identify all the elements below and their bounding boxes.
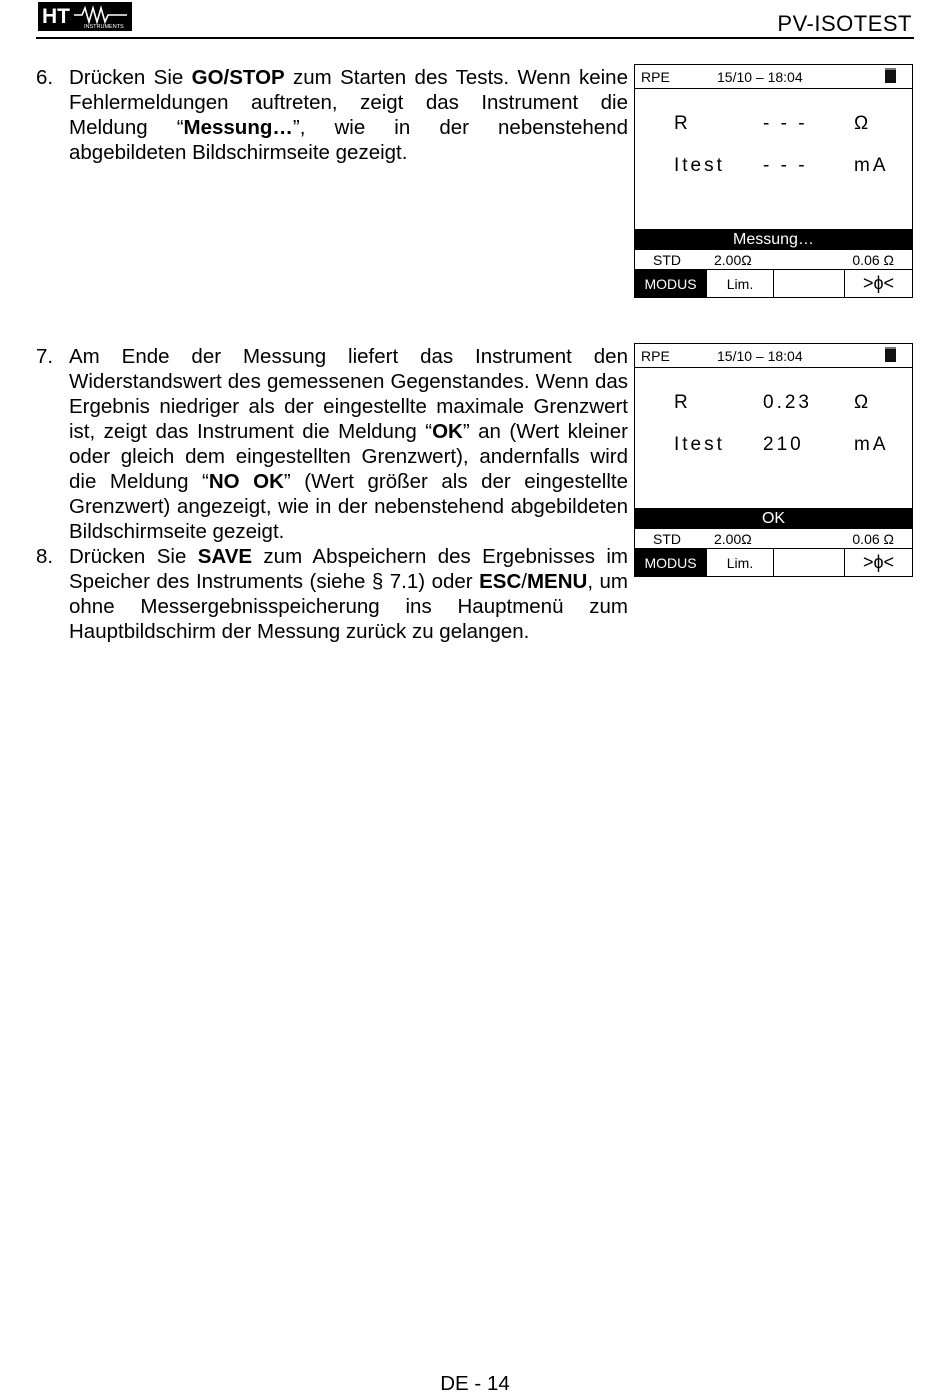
step-text [69, 65, 628, 165]
reading-value: 0.23 [763, 392, 812, 413]
step-7 [36, 344, 628, 544]
text-run: Drücken Sie [69, 66, 192, 89]
limit-info-row [635, 250, 912, 270]
reading-value: - - - [763, 155, 808, 176]
step-number: 7. [36, 345, 54, 368]
header-divider [36, 37, 914, 39]
text-run: ” (Wert größer als der eingestellte Grenzwert) angezeigt, wie in der nebenstehend abgebildeten Bildschirmseite gezeigt. [69, 470, 628, 543]
reading-label: Itest [674, 155, 725, 176]
step-text [69, 544, 628, 644]
limit-info-row [635, 529, 912, 549]
screen-header [635, 65, 912, 89]
status-message: OK [635, 508, 912, 529]
reading-label: Itest [674, 434, 725, 455]
ht-instruments-logo [38, 2, 132, 31]
bold-keyword: GO/STOP [191, 66, 285, 89]
screen-body [635, 89, 912, 250]
bold-keyword: NO OK [208, 470, 284, 493]
text-run: / [521, 570, 527, 593]
bold-keyword: Messung… [183, 116, 293, 139]
screen-body [635, 368, 912, 529]
logo-text: HT [42, 5, 70, 28]
calibration-value: 0.06 Ω [852, 252, 894, 268]
step-number: 8. [36, 545, 54, 568]
softkey-bar [635, 549, 912, 576]
instrument-screen-result [634, 343, 913, 577]
softkey-empty[interactable] [774, 549, 845, 576]
document-title: PV-ISOTEST [777, 11, 912, 36]
softkey-modus[interactable]: MODUS [635, 270, 707, 297]
reading-unit: Ω [854, 113, 872, 134]
text-run: Drücken Sie [69, 545, 198, 568]
screen-mode: RPE [641, 69, 670, 85]
reading-label: R [674, 113, 691, 134]
status-message: Messung… [635, 229, 912, 250]
softkey-empty[interactable] [774, 270, 845, 297]
text-run: , um ohne Messergebnisspeicherung ins Hauptmenü zum Hauptbildschirm der Messung zurück zu gelangen. [69, 570, 628, 643]
screen-datetime: 15/10 – 18:04 [717, 348, 803, 364]
page-number: DE - 14 [440, 1372, 510, 1395]
text-run: zum Abspeichern des Ergebnisses im Speicher des Instruments (siehe § 7.1) oder [69, 545, 629, 593]
logo-subtext: INSTRUMENTS [84, 24, 124, 30]
battery-icon [885, 347, 896, 362]
bold-keyword: MENU [526, 570, 588, 593]
bold-keyword: OK [432, 420, 463, 443]
text-run: zum Starten des Tests. Wenn keine Fehlermeldungen auftreten, zeigt das Instrument die Meldung “ [69, 66, 628, 139]
screen-header [635, 344, 912, 368]
step-6 [36, 65, 628, 165]
instrument-screen-measuring [634, 64, 913, 298]
softkey-calibration[interactable]: >ϕ< [862, 552, 895, 572]
softkey-calibration[interactable]: >ϕ< [862, 273, 895, 293]
bold-keyword: SAVE [197, 545, 253, 568]
text-run: ”, wie in der nebenstehend abgebildeten Bildschirmseite gezeigt. [69, 116, 628, 164]
step-text [69, 344, 628, 544]
step-8 [36, 544, 628, 644]
step-number: 6. [36, 66, 54, 89]
reading-unit: mA [854, 434, 889, 455]
softkey-bar [635, 270, 912, 297]
reading-value: - - - [763, 113, 808, 134]
bold-keyword: ESC [479, 570, 522, 593]
limit-value: 2.00Ω [714, 252, 752, 268]
screen-mode: RPE [641, 348, 670, 364]
softkey-modus[interactable]: MODUS [635, 549, 707, 576]
softkey-lim[interactable]: Lim. [707, 270, 774, 297]
standard-label: STD [653, 252, 681, 268]
calibration-value: 0.06 Ω [852, 531, 894, 547]
text-run: ” an (Wert kleiner oder gleich dem eingestellten Grenzwert), andernfalls wird die Meldung “ [69, 420, 628, 493]
reading-value: 210 [763, 434, 804, 455]
reading-unit: Ω [854, 392, 872, 413]
battery-icon [885, 68, 896, 83]
reading-unit: mA [854, 155, 889, 176]
reading-label: R [674, 392, 691, 413]
text-run: Am Ende der Messung liefert das Instrument den Widerstandswert des gemessenen Gegenstandes. Wenn das Ergebnis niedriger als der eingestellte maximale Grenzwert ist, zeigt das Instrument die Meldung “ [69, 345, 628, 443]
limit-value: 2.00Ω [714, 531, 752, 547]
standard-label: STD [653, 531, 681, 547]
softkey-lim[interactable]: Lim. [707, 549, 774, 576]
screen-datetime: 15/10 – 18:04 [717, 69, 803, 85]
